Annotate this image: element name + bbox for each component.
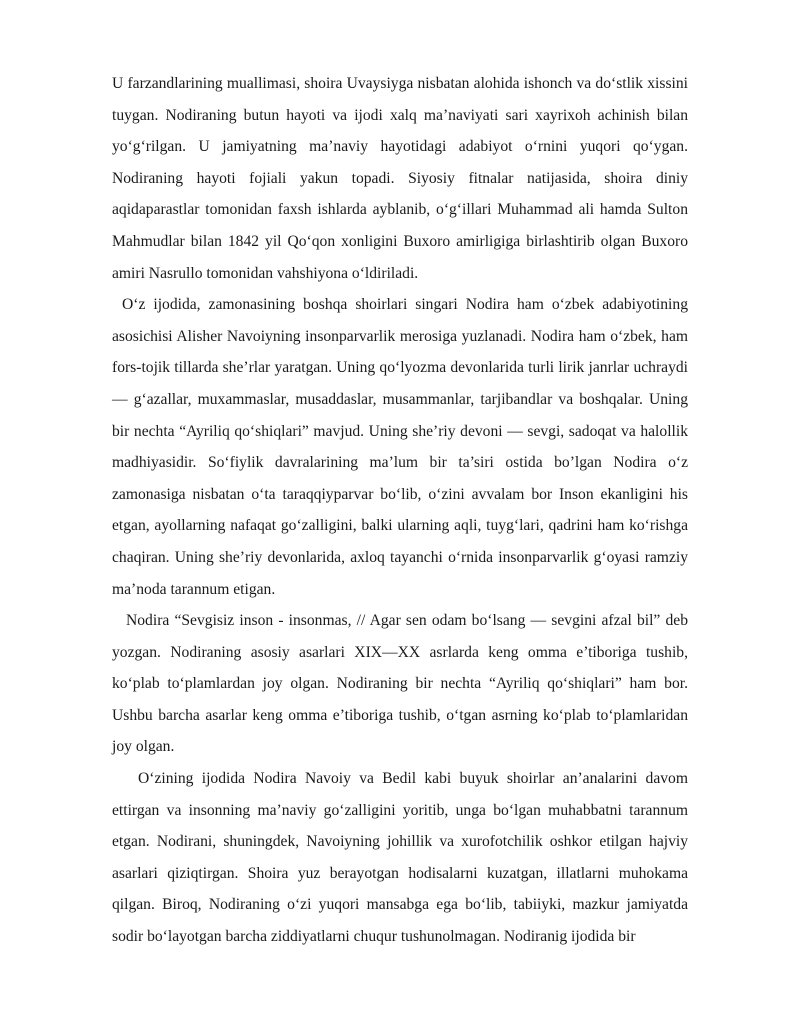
paragraph-4: O‘zining ijodida Nodira Navoiy va Bedil kabi buyuk shoirlar an’analarini davom ettirgan va insonning ma’naviy go‘zalligini yoritib, unga bo‘lgan muhabbatni tarannum etgan. Nodirani, shuningdek, Navoiyning johillik va xurofotchilik oshkor etilgan hajviy asarlari qiziqtirgan. Shoira yuz berayotgan hodisalarni kuzatgan, illatlarni muhokama qilgan. Biroq, Nodiraning o‘zi yuqori mansabga ega bo‘lib, tabiiyki, mazkur jamiyatda sodir bo‘layotgan barcha ziddiyatlarni chuqur tushunolmagan. Nodiranig ijodida bir bbox=[112, 770, 688, 946]
paragraph-3: Nodira “Sevgisiz inson - insonmas, // Agar sen odam bo‘lsang — sevgini afzal bil” deb yozgan. Nodiraning asosiy asarlari XIX—XX asrlarda keng omma e’tiboriga tushib, ko‘plab to‘plamlardan joy olgan. Nodiraning bir nechta “Ayriliq qo‘shiqlari” ham bor. Ushbu barcha asarlar keng omma e’tiboriga tushib, o‘tgan asrning ko‘plab to‘plamlaridan joy olgan. bbox=[112, 612, 688, 756]
document-page bbox=[112, 68, 688, 953]
paragraph-2: O‘z ijodida, zamonasining boshqa shoirlari singari Nodira ham o‘zbek adabiyotining asosichisi Alisher Navoiyning insonparvarlik merosiga yuzlanadi. Nodira ham o‘zbek, ham fors-tojik tillarda she’rlar yaratgan. Uning qo‘lyozma devonlarida turli lirik janrlar uchraydi — g‘azallar, muxammaslar, musaddaslar, musammanlar, tarjibandlar va boshqalar. Uning bir nechta “Ayriliq qo‘shiqlari” mavjud. Uning she’riy devoni — sevgi, sadoqat va halollik madhiyasidir. So‘fiylik davralarining ma’lum bir ta’siri ostida bo’lgan Nodira o‘z zamonasiga nisbatan o‘ta taraqqiyparvar bo‘lib, o‘zini avvalam bor Inson ekanligini his etgan, ayollarning nafaqat go‘zalligini, balki ularning aqli, tuyg‘lari, qadrini ham ko‘rishga chaqiran. Uning she’riy devonlarida, axloq tayanchi o‘rnida insonparvarlik g‘oyasi ramziy ma’noda tarannum etigan. bbox=[112, 296, 688, 598]
paragraph-1: U farzandlarining muallimasi, shoira Uvaysiyga nisbatan alohida ishonch va do‘stlik xissini tuygan. Nodiraning butun hayoti va ijodi xalq ma’naviyati sari xayrixoh achinish bilan yo‘g‘rilgan. U jamiyatning ma’naviy hayotidagi adabiyot o‘rnini yuqori qo‘ygan. Nodiraning hayoti fojiali yakun topadi. Siyosiy fitnalar natijasida, shoira diniy aqidaparastlar tomonidan faxsh ishlarda ayblanib, o‘g‘illari Muhammad ali hamda Sulton Mahmudlar bilan 1842 yil Qo‘qon xonligini Buxoro amirligiga birlashtirib olgan Buxoro amiri Nasrullo tomonidan vahshiyona o‘ldiriladi. bbox=[112, 75, 688, 282]
